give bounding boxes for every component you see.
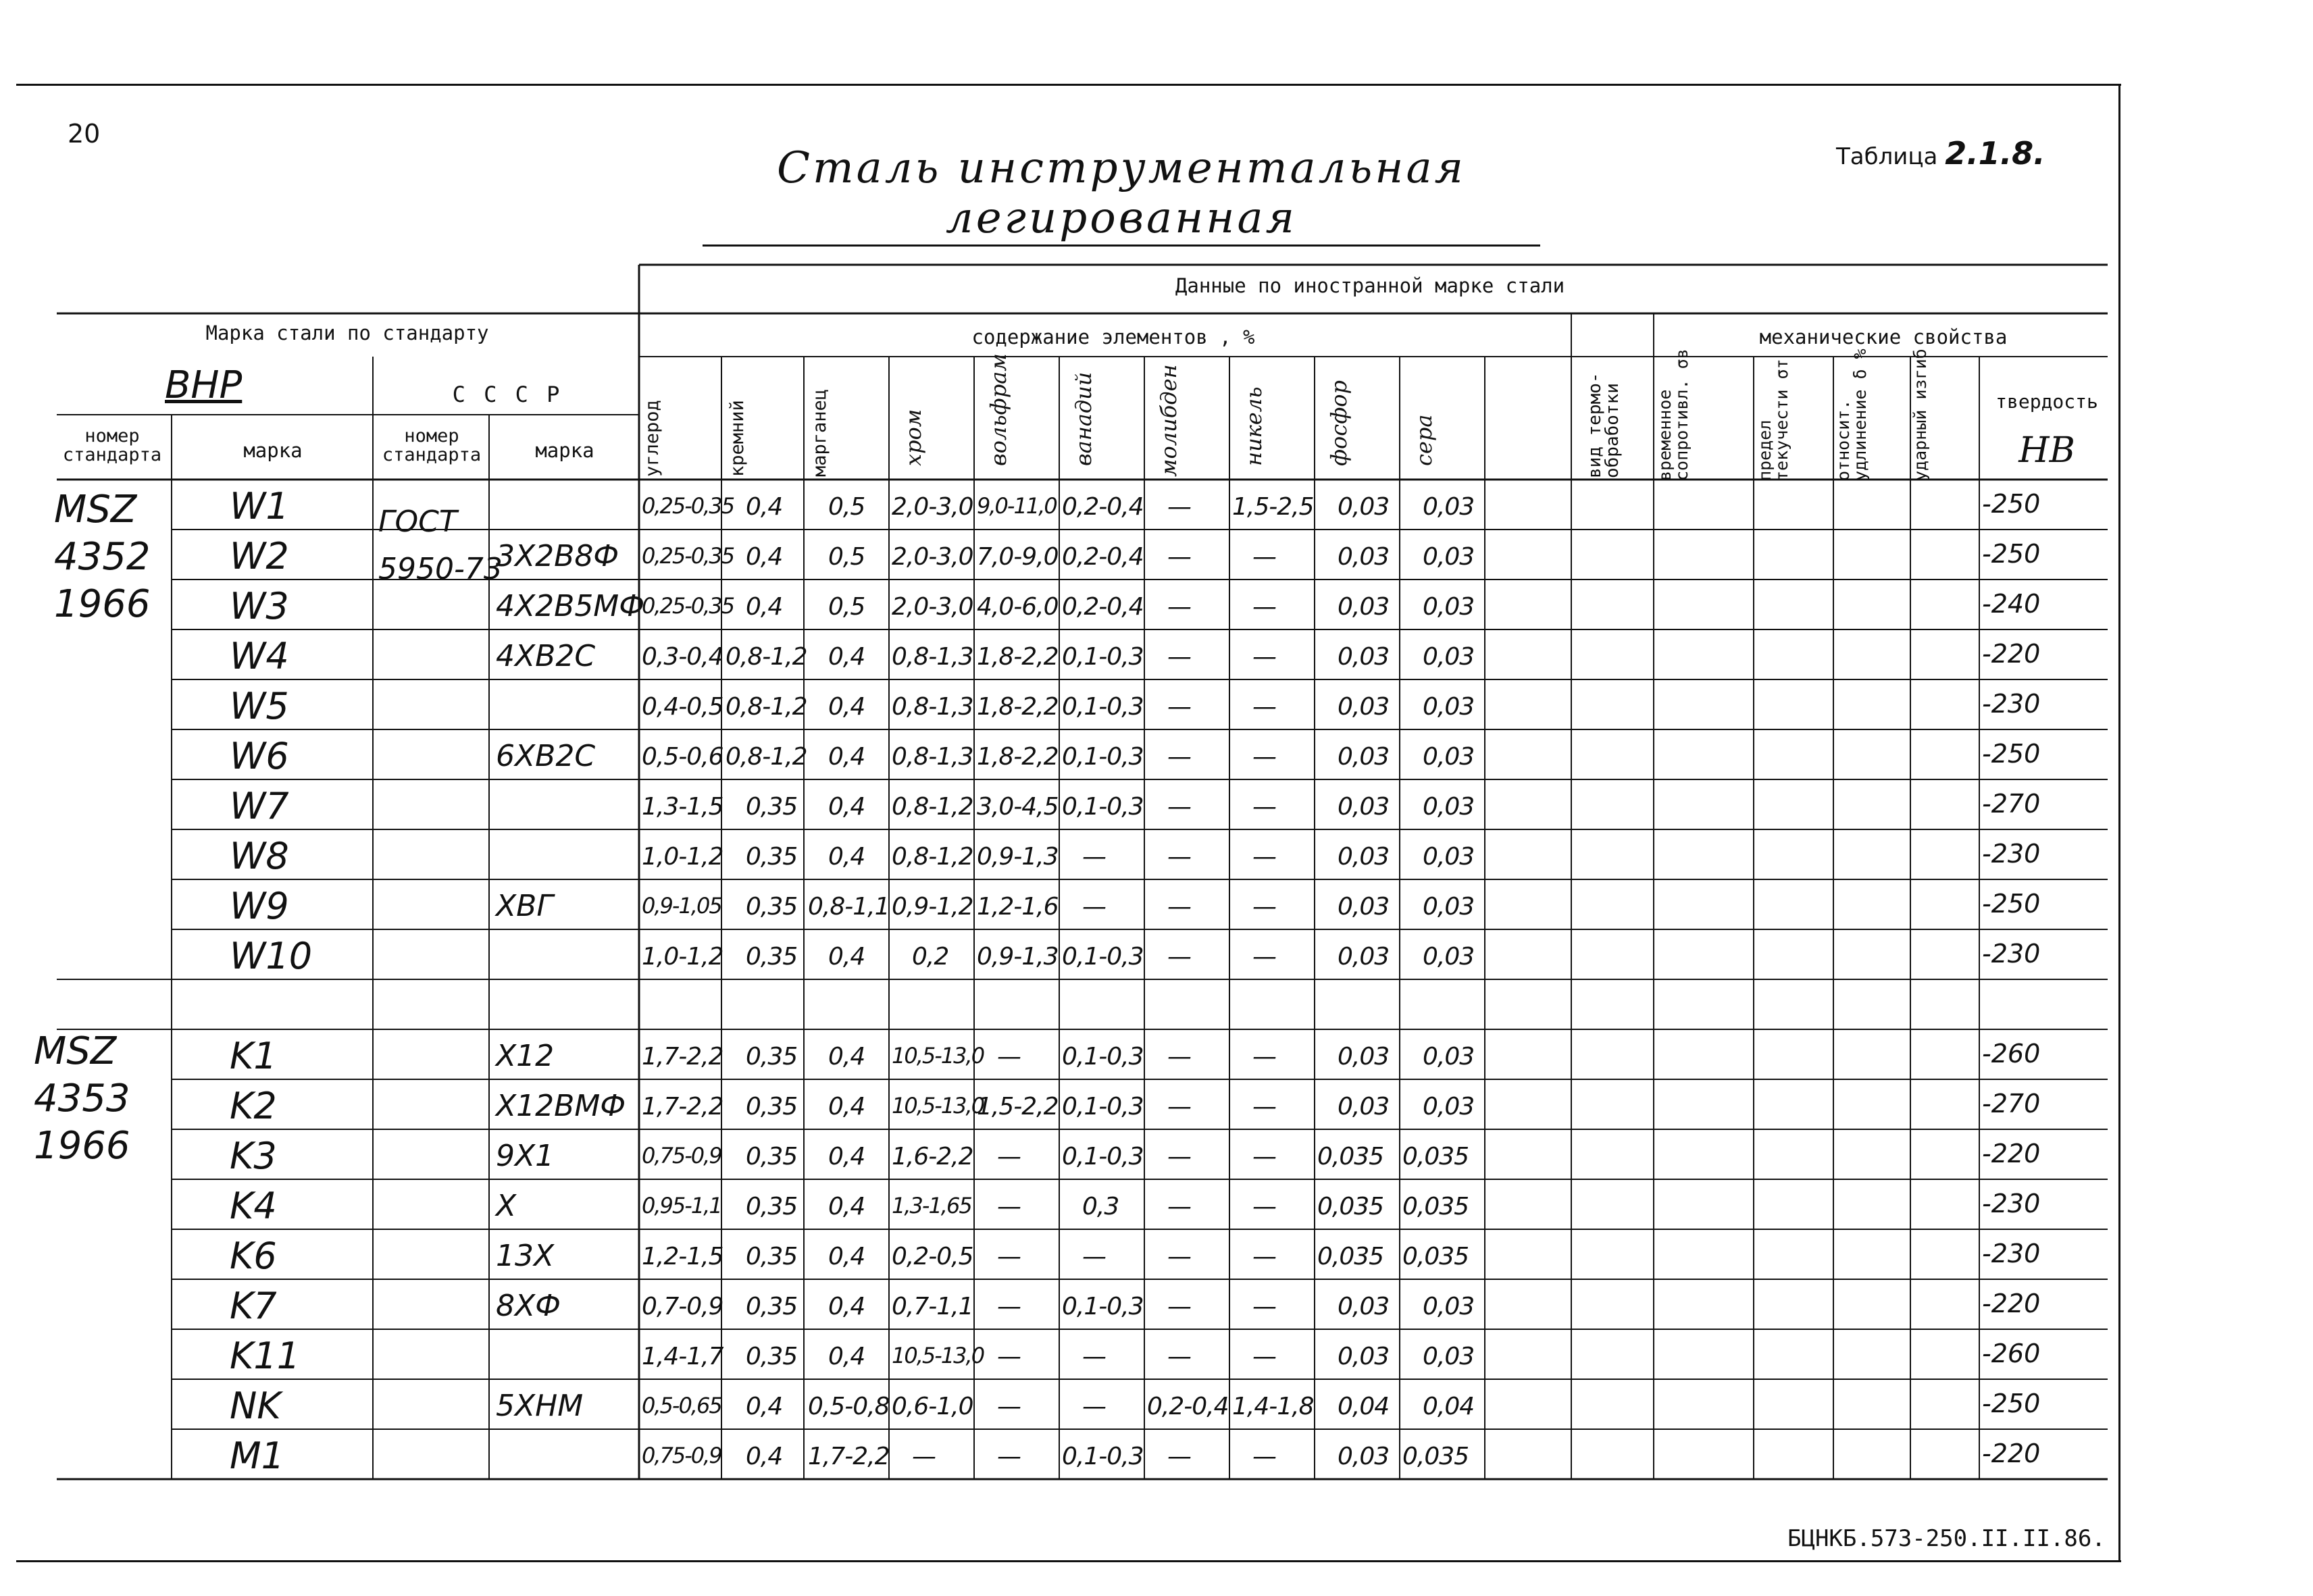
row-hardness: -240 <box>1982 589 2041 619</box>
cell-s: 0,03 <box>1423 893 1475 921</box>
group2-standard-line: 4353 <box>34 1077 130 1121</box>
cell-cr: 0,8-1,3 <box>892 643 973 671</box>
ussr-standard-line: ГОСТ <box>378 505 457 539</box>
cell-v: 0,1-0,3 <box>1062 793 1144 821</box>
row-ussr-grade: 5ХНМ <box>496 1389 584 1423</box>
cell-c: 0,25-0,35 <box>642 593 734 619</box>
row-grade: W4 <box>230 635 289 677</box>
cell-si: 0,35 <box>746 1343 798 1370</box>
cell-cr: 0,6-1,0 <box>892 1393 973 1420</box>
cell-s: 0,03 <box>1423 1343 1475 1370</box>
cell-w: 0,9-1,3 <box>977 943 1059 971</box>
cell-w: — <box>997 1343 1021 1370</box>
cell-ni: — <box>1252 693 1276 721</box>
cell-cr: 0,8-1,2 <box>892 793 973 821</box>
cell-ni: 1,4-1,8 <box>1232 1393 1314 1420</box>
nickel-header: никель <box>1241 386 1267 466</box>
cell-ni: 1,5-2,5 <box>1232 493 1314 521</box>
cell-p: 0,03 <box>1338 693 1390 721</box>
row-grade: W2 <box>230 535 289 577</box>
cell-c: 1,7-2,2 <box>642 1093 723 1121</box>
group1-standard-line: 4352 <box>54 535 151 579</box>
vanadium-header: ванадий <box>1071 371 1096 466</box>
row-hardness: -250 <box>1982 739 2041 769</box>
cell-s: 0,03 <box>1423 643 1475 671</box>
cell-p: 0,03 <box>1338 893 1390 921</box>
hardness-header: твердость <box>1996 390 2098 413</box>
cell-mn: 0,4 <box>828 1143 865 1170</box>
row-grade: W6 <box>230 735 289 777</box>
cell-s: 0,03 <box>1423 493 1475 521</box>
chromium-header: хром <box>900 409 926 466</box>
cell-ni: — <box>1252 1443 1276 1470</box>
row-grade: W5 <box>230 685 289 727</box>
elongation-header: относит. удлинение δ % <box>1833 349 1870 481</box>
cell-v: 0,1-0,3 <box>1062 743 1144 771</box>
hardness-unit: НВ <box>2018 430 2075 471</box>
cell-c: 1,3-1,5 <box>642 793 723 821</box>
cell-w: 0,9-1,3 <box>977 843 1059 871</box>
row-ussr-grade: Х12 <box>496 1039 555 1073</box>
row-hardness: -250 <box>1982 1389 2041 1418</box>
manganese-header: марганец <box>809 388 830 477</box>
cell-v: 0,2-0,4 <box>1062 593 1144 621</box>
cell-w: 1,8-2,2 <box>977 743 1059 771</box>
cell-w: 1,8-2,2 <box>977 693 1059 721</box>
row-hardness: -250 <box>1982 489 2041 519</box>
cell-c: 0,75-0,9 <box>642 1143 721 1168</box>
impact-bending-header: ударный изгиб <box>1910 349 1930 481</box>
cell-w: — <box>997 1293 1021 1320</box>
cell-s: 0,04 <box>1423 1393 1475 1420</box>
cell-mo: — <box>1167 593 1191 621</box>
cell-ni: — <box>1252 1193 1276 1220</box>
ussr-std-number-header: номер стандарта <box>382 426 482 466</box>
cell-ni: — <box>1252 843 1276 871</box>
cell-si: 0,35 <box>746 893 798 921</box>
elements-content-header: содержание элементов , % <box>971 326 1255 349</box>
cell-cr: 10,5-13,0 <box>892 1043 984 1069</box>
cell-p: 0,03 <box>1338 593 1390 621</box>
cell-s: 0,03 <box>1423 693 1475 721</box>
cell-p: 0,035 <box>1317 1143 1384 1170</box>
cell-s: 0,03 <box>1423 793 1475 821</box>
cell-mn: 0,5-0,8 <box>808 1393 890 1420</box>
cell-ni: — <box>1252 1143 1276 1170</box>
cell-p: 0,03 <box>1338 493 1390 521</box>
cell-mo: — <box>1167 1093 1191 1121</box>
cell-w: — <box>997 1243 1021 1270</box>
cell-w: 9,0-11,0 <box>977 493 1057 519</box>
cell-si: 0,4 <box>746 1443 783 1470</box>
cell-mn: 0,4 <box>828 1043 865 1071</box>
cell-w: 7,0-9,0 <box>977 543 1059 571</box>
cell-mo: — <box>1167 643 1191 671</box>
foreign-data-header: Данные по иностранной марке стали <box>1175 274 1565 297</box>
cell-ni: — <box>1252 793 1276 821</box>
cell-p: 0,04 <box>1338 1393 1390 1420</box>
cell-c: 0,25-0,35 <box>642 543 734 569</box>
cell-mn: 0,5 <box>828 593 865 621</box>
row-hardness: -250 <box>1982 889 2041 919</box>
cell-mo: — <box>1167 543 1191 571</box>
cell-s: 0,03 <box>1423 593 1475 621</box>
cell-c: 1,4-1,7 <box>642 1343 723 1370</box>
cell-c: 0,9-1,05 <box>642 893 721 919</box>
cell-cr: 0,8-1,3 <box>892 693 973 721</box>
row-ussr-grade: Х <box>496 1189 517 1223</box>
cell-mn: 0,4 <box>828 1343 865 1370</box>
cell-mn: 0,4 <box>828 693 865 721</box>
cell-mo: — <box>1167 893 1191 921</box>
cell-mn: 0,4 <box>828 1293 865 1320</box>
cell-mo: — <box>1167 843 1191 871</box>
cell-cr: — <box>912 1443 936 1470</box>
cell-ni: — <box>1252 1043 1276 1071</box>
phosphorus-header: фосфор <box>1326 380 1352 466</box>
cell-mn: 0,4 <box>828 1243 865 1270</box>
cell-ni: — <box>1252 1343 1276 1370</box>
cell-c: 0,3-0,4 <box>642 643 723 671</box>
cell-v: 0,3 <box>1082 1193 1119 1220</box>
cell-s: 0,03 <box>1423 1293 1475 1320</box>
row-grade: K3 <box>230 1135 277 1177</box>
cell-mo: — <box>1167 1343 1191 1370</box>
heat-treatment-header: вид термо- обработки <box>1585 372 1623 478</box>
cell-cr: 0,2-0,5 <box>892 1243 973 1270</box>
row-ussr-grade: 4ХВ2С <box>496 639 596 673</box>
cell-c: 0,75-0,9 <box>642 1443 721 1468</box>
cell-w: 1,5-2,2 <box>977 1093 1059 1121</box>
cell-cr: 0,2 <box>912 943 949 971</box>
group2-standard <box>34 1028 130 1170</box>
table-label-number: 2.1.8. <box>1945 135 2045 172</box>
cell-v: — <box>1082 893 1106 921</box>
group1-standard-line: MSZ <box>54 488 137 532</box>
cell-si: 0,35 <box>746 1293 798 1320</box>
row-hardness: -220 <box>1982 1139 2041 1168</box>
cell-mo: — <box>1167 1243 1191 1270</box>
cell-cr: 10,5-13,0 <box>892 1343 984 1368</box>
hungary-header: ВНР <box>165 363 243 407</box>
cell-cr: 2,0-3,0 <box>892 593 973 621</box>
cell-cr: 2,0-3,0 <box>892 543 973 571</box>
row-hardness: -220 <box>1982 1439 2041 1468</box>
row-grade: W8 <box>230 835 289 877</box>
cell-mn: 0,4 <box>828 1193 865 1220</box>
cell-si: 0,35 <box>746 1043 798 1071</box>
silicon-header: кремний <box>727 400 748 477</box>
cell-c: 1,0-1,2 <box>642 843 723 871</box>
row-ussr-grade: 13Х <box>496 1239 555 1273</box>
cell-c: 1,2-1,5 <box>642 1243 723 1270</box>
cell-si: 0,35 <box>746 1143 798 1170</box>
row-hardness: -260 <box>1982 1039 2041 1069</box>
cell-mo: — <box>1167 1143 1191 1170</box>
cell-ni: — <box>1252 943 1276 971</box>
cell-v: — <box>1082 1343 1106 1370</box>
cell-p: 0,03 <box>1338 1343 1390 1370</box>
cell-cr: 0,8-1,2 <box>892 843 973 871</box>
cell-ni: — <box>1252 743 1276 771</box>
document-title: Сталь инструментальная легированная <box>703 143 1540 247</box>
cell-ni: — <box>1252 1093 1276 1121</box>
group1-ussr-standard <box>378 498 503 594</box>
group1-standard <box>54 486 151 628</box>
cell-c: 0,5-0,65 <box>642 1393 721 1418</box>
cell-s: 0,03 <box>1423 1043 1475 1071</box>
cell-mo: — <box>1167 1043 1191 1071</box>
cell-mo: — <box>1167 793 1191 821</box>
cell-v: 0,1-0,3 <box>1062 1043 1144 1071</box>
group1-standard-line: 1966 <box>54 582 151 626</box>
cell-mo: 0,2-0,4 <box>1147 1393 1229 1420</box>
cell-si: 0,35 <box>746 1193 798 1220</box>
cell-v: — <box>1082 1393 1106 1420</box>
cell-si: 0,35 <box>746 1093 798 1121</box>
cell-p: 0,03 <box>1338 543 1390 571</box>
row-ussr-grade: Х12ВМФ <box>496 1089 626 1123</box>
cell-w: — <box>997 1043 1021 1071</box>
cell-ni: — <box>1252 643 1276 671</box>
cell-v: — <box>1082 843 1106 871</box>
cell-p: 0,03 <box>1338 643 1390 671</box>
cell-p: 0,03 <box>1338 1443 1390 1470</box>
cell-mn: 0,4 <box>828 943 865 971</box>
cell-si: 0,8-1,2 <box>726 693 807 721</box>
row-grade: K11 <box>230 1335 301 1377</box>
cell-ni: — <box>1252 893 1276 921</box>
row-hardness: -220 <box>1982 639 2041 669</box>
cell-cr: 1,6-2,2 <box>892 1143 973 1170</box>
row-hardness: -230 <box>1982 689 2041 719</box>
cell-s: 0,03 <box>1423 743 1475 771</box>
cell-si: 0,4 <box>746 593 783 621</box>
cell-cr: 0,8-1,3 <box>892 743 973 771</box>
cell-p: 0,035 <box>1317 1243 1384 1270</box>
cell-v: 0,1-0,3 <box>1062 1293 1144 1320</box>
cell-si: 0,8-1,2 <box>726 743 807 771</box>
group2-standard-line: MSZ <box>34 1029 117 1073</box>
cell-s: 0,03 <box>1423 843 1475 871</box>
cell-mn: 0,5 <box>828 543 865 571</box>
cell-p: 0,03 <box>1338 1293 1390 1320</box>
cell-mn: 1,7-2,2 <box>808 1443 890 1470</box>
row-grade: K2 <box>230 1085 277 1127</box>
cell-ni: — <box>1252 543 1276 571</box>
cell-c: 1,7-2,2 <box>642 1043 723 1071</box>
cell-mn: 0,4 <box>828 1093 865 1121</box>
cell-v: — <box>1082 1243 1106 1270</box>
cell-mn: 0,8-1,1 <box>808 893 890 921</box>
row-grade: W10 <box>230 935 313 977</box>
cell-v: 0,1-0,3 <box>1062 693 1144 721</box>
ussr-grade-header: марка <box>535 439 594 462</box>
row-hardness: -220 <box>1982 1289 2041 1318</box>
grade-header: марка <box>243 439 303 462</box>
row-ussr-grade: 3Х2В8Ф <box>496 539 619 573</box>
cell-w: 4,0-6,0 <box>977 593 1059 621</box>
cell-ni: — <box>1252 593 1276 621</box>
row-grade: W1 <box>230 485 289 527</box>
cell-mn: 0,4 <box>828 743 865 771</box>
row-ussr-grade: 9Х1 <box>496 1139 555 1173</box>
cell-mo: — <box>1167 693 1191 721</box>
cell-w: — <box>997 1193 1021 1220</box>
cell-s: 0,035 <box>1402 1143 1469 1170</box>
cell-cr: 10,5-13,0 <box>892 1093 984 1118</box>
row-ussr-grade: ХВГ <box>496 889 553 923</box>
steel-grade-header: Марка стали по стандарту <box>205 321 489 344</box>
cell-mo: — <box>1167 943 1191 971</box>
row-grade: W9 <box>230 885 289 927</box>
row-hardness: -270 <box>1982 1089 2041 1118</box>
row-hardness: -250 <box>1982 539 2041 569</box>
cell-v: 0,1-0,3 <box>1062 1443 1144 1470</box>
footer-code: БЦНКБ.573-250.II.II.86. <box>1787 1525 2106 1552</box>
cell-s: 0,035 <box>1402 1443 1469 1470</box>
ussr-standard-line: 5950-73 <box>378 552 503 587</box>
cell-cr: 0,7-1,1 <box>892 1293 973 1320</box>
cell-ni: — <box>1252 1293 1276 1320</box>
row-hardness: -230 <box>1982 1189 2041 1218</box>
cell-si: 0,4 <box>746 1393 783 1420</box>
cell-c: 0,5-0,6 <box>642 743 723 771</box>
cell-p: 0,03 <box>1338 793 1390 821</box>
row-grade: K4 <box>230 1185 277 1227</box>
cell-si: 0,4 <box>746 493 783 521</box>
cell-p: 0,03 <box>1338 1043 1390 1071</box>
cell-c: 0,25-0,35 <box>642 493 734 519</box>
cell-si: 0,35 <box>746 943 798 971</box>
table-label-prefix: Таблица <box>1836 143 1938 170</box>
row-grade: K6 <box>230 1235 277 1277</box>
row-grade: NK <box>230 1385 281 1427</box>
cell-mn: 0,4 <box>828 843 865 871</box>
cell-c: 1,0-1,2 <box>642 943 723 971</box>
cell-p: 0,03 <box>1338 743 1390 771</box>
cell-si: 0,35 <box>746 793 798 821</box>
cell-v: 0,2-0,4 <box>1062 543 1144 571</box>
cell-p: 0,03 <box>1338 1093 1390 1121</box>
mechanical-properties-header: механические свойства <box>1759 326 2008 349</box>
cell-p: 0,035 <box>1317 1193 1384 1220</box>
cell-cr: 1,3-1,65 <box>892 1193 971 1218</box>
std-number-header: номер стандарта <box>62 426 162 466</box>
row-grade: W3 <box>230 585 289 627</box>
cell-mo: — <box>1167 1193 1191 1220</box>
cell-w: 1,8-2,2 <box>977 643 1059 671</box>
tungsten-header: вольфрам <box>986 353 1011 466</box>
group2-standard-line: 1966 <box>34 1124 130 1168</box>
yield-strength-header: предел текучести σт <box>1755 359 1791 481</box>
cell-w: 3,0-4,5 <box>977 793 1059 821</box>
cell-s: 0,035 <box>1402 1243 1469 1270</box>
ussr-header: С С С Р <box>452 382 563 407</box>
cell-s: 0,03 <box>1423 943 1475 971</box>
cell-mn: 0,5 <box>828 493 865 521</box>
cell-v: 0,2-0,4 <box>1062 493 1144 521</box>
cell-s: 0,03 <box>1423 1093 1475 1121</box>
cell-c: 0,7-0,9 <box>642 1293 723 1320</box>
cell-mo: — <box>1167 743 1191 771</box>
cell-ni: — <box>1252 1243 1276 1270</box>
row-hardness: -260 <box>1982 1339 2041 1368</box>
cell-s: 0,03 <box>1423 543 1475 571</box>
cell-s: 0,035 <box>1402 1193 1469 1220</box>
row-hardness: -230 <box>1982 1239 2041 1268</box>
row-grade: M1 <box>230 1435 284 1477</box>
cell-si: 0,4 <box>746 543 783 571</box>
molybdenum-header: молибден <box>1156 364 1181 477</box>
cell-w: 1,2-1,6 <box>977 893 1059 921</box>
cell-mn: 0,4 <box>828 643 865 671</box>
cell-w: — <box>997 1393 1021 1420</box>
cell-p: 0,03 <box>1338 943 1390 971</box>
cell-cr: 0,9-1,2 <box>892 893 973 921</box>
row-hardness: -230 <box>1982 839 2041 869</box>
row-ussr-grade: 4Х2В5МФ <box>496 589 645 623</box>
cell-si: 0,35 <box>746 1243 798 1270</box>
cell-v: 0,1-0,3 <box>1062 1093 1144 1121</box>
cell-c: 0,4-0,5 <box>642 693 723 721</box>
row-grade: K1 <box>230 1035 277 1077</box>
cell-v: 0,1-0,3 <box>1062 643 1144 671</box>
cell-mo: — <box>1167 1293 1191 1320</box>
cell-v: 0,1-0,3 <box>1062 1143 1144 1170</box>
row-hardness: -270 <box>1982 789 2041 819</box>
cell-w: — <box>997 1443 1021 1470</box>
cell-p: 0,03 <box>1338 843 1390 871</box>
row-hardness: -230 <box>1982 939 2041 969</box>
cell-mn: 0,4 <box>828 793 865 821</box>
cell-w: — <box>997 1143 1021 1170</box>
cell-c: 0,95-1,1 <box>642 1193 721 1218</box>
row-grade: W7 <box>230 785 289 827</box>
row-grade: K7 <box>230 1285 277 1327</box>
cell-cr: 2,0-3,0 <box>892 493 973 521</box>
row-ussr-grade: 8ХФ <box>496 1289 561 1323</box>
cell-si: 0,8-1,2 <box>726 643 807 671</box>
sulfur-header: сера <box>1411 414 1437 466</box>
cell-mo: — <box>1167 1443 1191 1470</box>
cell-si: 0,35 <box>746 843 798 871</box>
carbon-header: углерод <box>642 400 663 477</box>
row-ussr-grade: 6ХВ2С <box>496 739 596 773</box>
cell-mo: — <box>1167 493 1191 521</box>
tensile-strength-header: временное сопротивл. σв <box>1655 349 1692 481</box>
cell-v: 0,1-0,3 <box>1062 943 1144 971</box>
page-number: 20 <box>68 119 101 149</box>
